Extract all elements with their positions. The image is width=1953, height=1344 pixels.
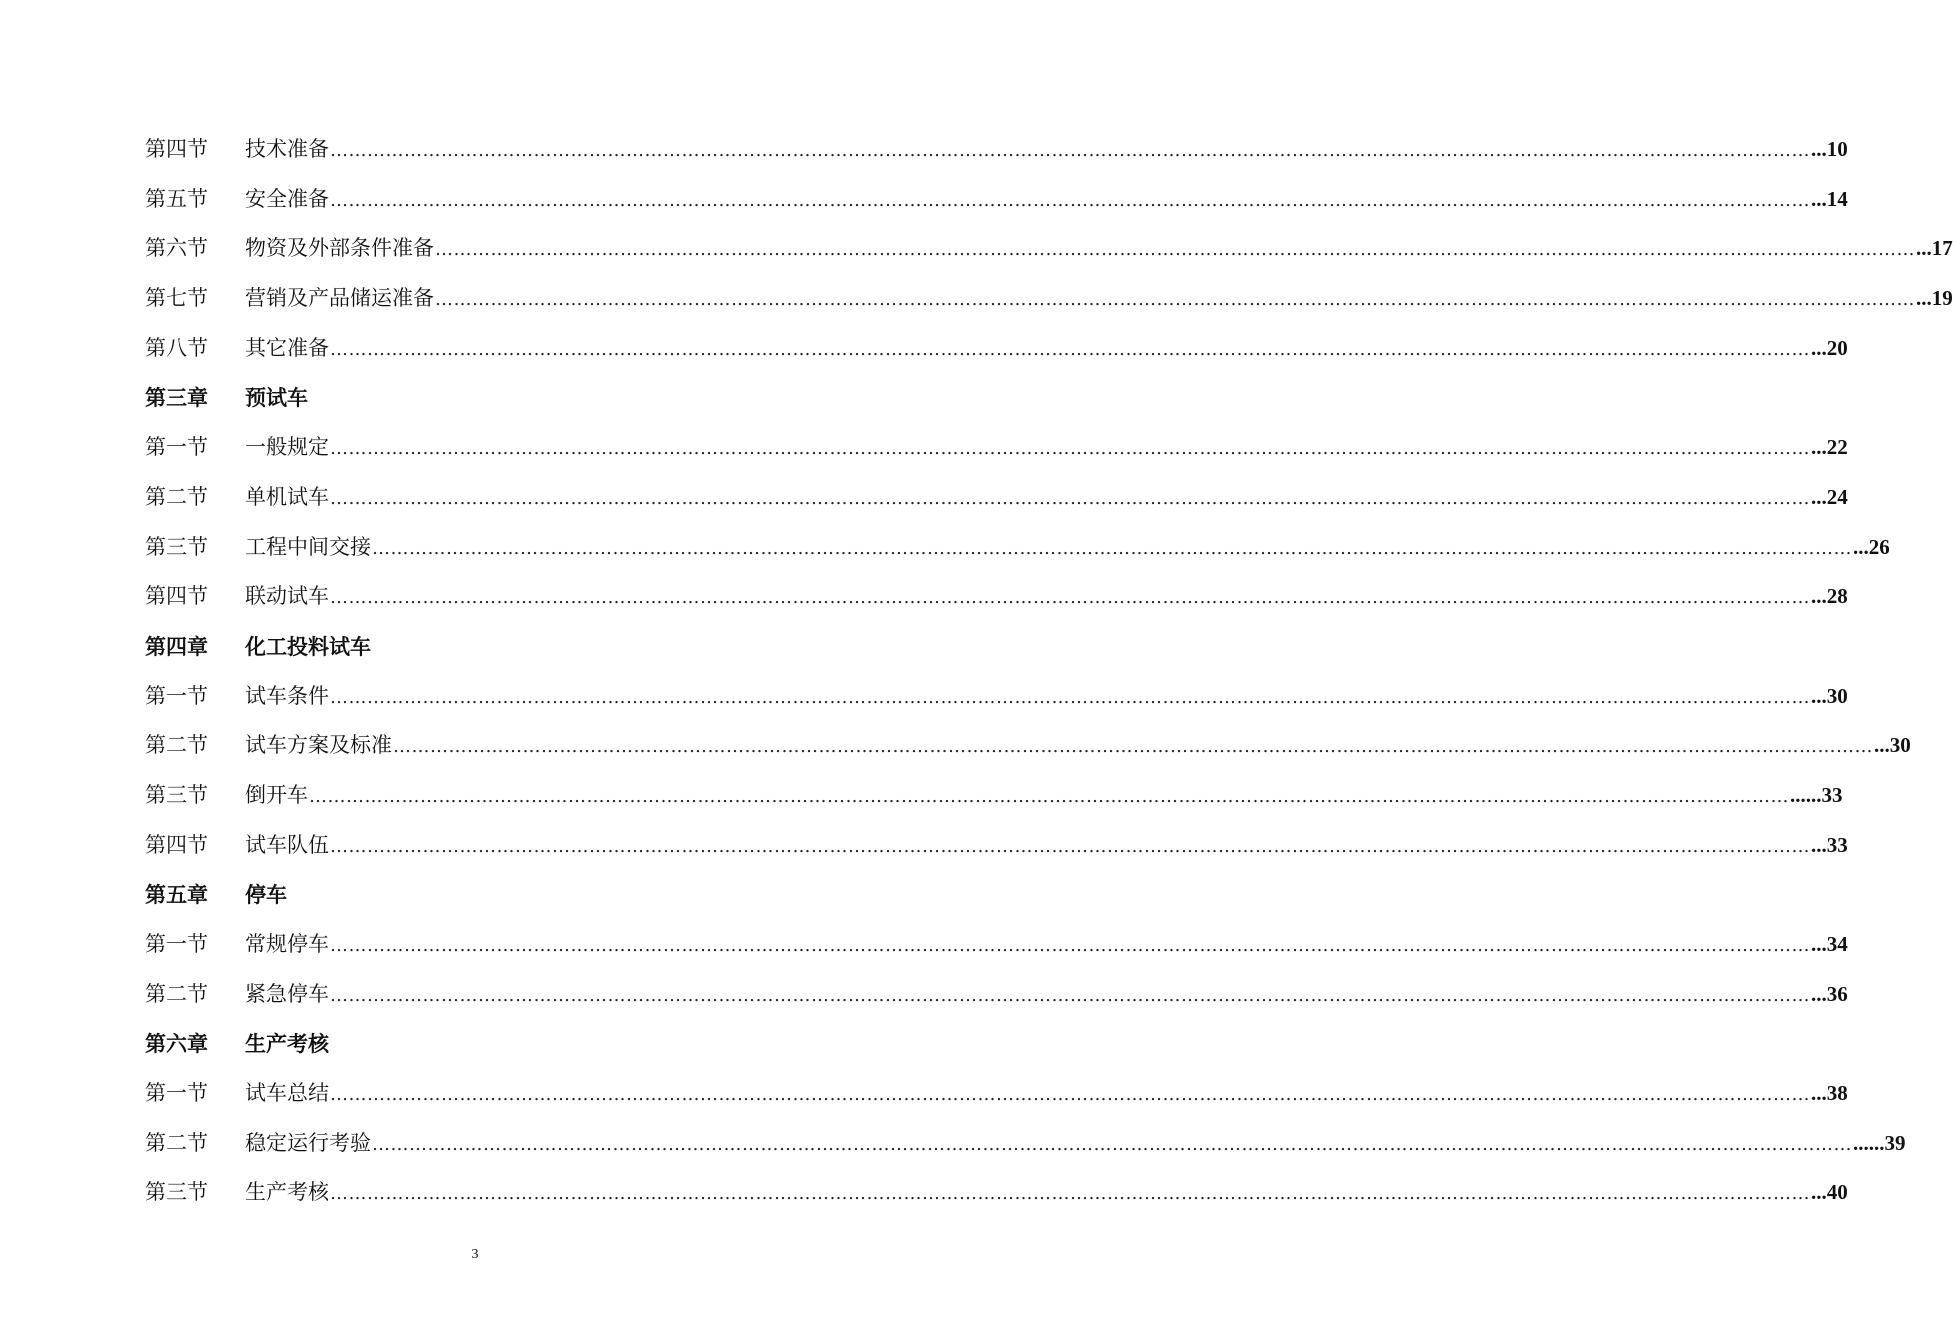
toc-section-row bbox=[145, 771, 1843, 821]
dot-leader: …………………………………………………………………………………………………………………………………………………………………………………………………………………… bbox=[330, 338, 1810, 360]
dot-leader: …………………………………………………………………………………………………………………………………………………………………………………………………………………… bbox=[330, 935, 1810, 956]
toc-page-number: ...33 bbox=[1811, 832, 1848, 857]
toc-section-row bbox=[145, 175, 1848, 225]
toc-entry-label: 第四节 bbox=[145, 137, 208, 161]
toc-chapter-row bbox=[145, 622, 775, 672]
toc-entry-title: 安全准备 bbox=[245, 186, 329, 211]
dot-leader: …………………………………………………………………………………………………………………………………………………………………………………………………………………… bbox=[393, 736, 1873, 758]
dot-leader: …………………………………………………………………………………………………………………………………………………………………………………………………………………… bbox=[330, 686, 1810, 708]
toc-page-number: ...24 bbox=[1811, 484, 1848, 509]
dot-leader: …………………………………………………………………………………………………………………………………………………………………………………………………………………… bbox=[330, 1183, 1810, 1205]
toc-entry-label: 第三节 bbox=[145, 534, 208, 559]
toc-entry-label: 第一节 bbox=[145, 932, 208, 956]
dot-leader: …………………………………………………………………………………………………………………………………………………………………………………………………………………… bbox=[435, 239, 1915, 261]
toc-entry-label: 第一节 bbox=[145, 683, 208, 708]
toc-entry-title: 联动试车 bbox=[245, 584, 329, 609]
toc-entry-title: 物资及外部条件准备 bbox=[245, 236, 434, 261]
toc-page-number: ...17 bbox=[1916, 236, 1953, 261]
toc-section-row bbox=[145, 1069, 1848, 1119]
dot-leader: …………………………………………………………………………………………………………………………………………………………………………………………………………………… bbox=[330, 487, 1810, 509]
toc-section-row bbox=[145, 821, 1848, 871]
toc-entry-label: 第四节 bbox=[145, 832, 208, 857]
toc-entry-title: 试车队伍 bbox=[245, 832, 329, 857]
dot-leader: …………………………………………………………………………………………………………………………………………………………………………………………………………………… bbox=[372, 1133, 1852, 1155]
toc-page-number: ...40 bbox=[1811, 1180, 1848, 1205]
dot-leader: …………………………………………………………………………………………………………………………………………………………………………………………………………………… bbox=[330, 984, 1810, 1006]
toc-entry-label: 第四章 bbox=[145, 633, 208, 659]
toc-section-row bbox=[145, 1168, 1848, 1218]
toc-entry-label: 第三节 bbox=[145, 1180, 208, 1205]
toc-page-number: ......33 bbox=[1790, 782, 1843, 807]
toc-entry-label: 第三节 bbox=[145, 782, 208, 807]
table-of-contents bbox=[145, 125, 1953, 1218]
toc-section-row bbox=[145, 721, 1911, 771]
toc-section-row bbox=[145, 672, 1848, 722]
toc-page-number: ...36 bbox=[1811, 981, 1848, 1006]
dot-leader: …………………………………………………………………………………………………………………………………………………………………………………………………………………… bbox=[372, 537, 1852, 559]
dot-leader: …………………………………………………………………………………………………………………………………………………………………………………………………………………… bbox=[330, 140, 1810, 161]
page-number: 3 bbox=[471, 1247, 479, 1262]
toc-page-number: ...20 bbox=[1811, 335, 1848, 360]
toc-entry-label: 第二节 bbox=[145, 1130, 208, 1155]
toc-entry-title: 试车方案及标准 bbox=[245, 733, 392, 758]
toc-entry-label: 第七节 bbox=[145, 286, 208, 311]
toc-entry-label: 第五节 bbox=[145, 186, 208, 211]
toc-entry-label: 第二节 bbox=[145, 484, 208, 509]
toc-entry-label: 第五章 bbox=[145, 882, 208, 908]
toc-entry-title: 化工投料试车 bbox=[245, 633, 371, 659]
toc-section-row bbox=[145, 224, 1953, 274]
toc-entry-title: 试车总结 bbox=[245, 1081, 329, 1106]
toc-entry-label: 第六节 bbox=[145, 236, 208, 261]
toc-section-row bbox=[145, 473, 1848, 523]
dot-leader: …………………………………………………………………………………………………………………………………………………………………………………………………………………… bbox=[330, 587, 1810, 609]
toc-chapter-row bbox=[145, 373, 775, 423]
toc-page-number: ...10 bbox=[1811, 137, 1848, 161]
dot-leader: …………………………………………………………………………………………………………………………………………………………………………………………………………………… bbox=[330, 189, 1810, 211]
toc-entry-title: 生产考核 bbox=[245, 1180, 329, 1205]
toc-entry-title: 紧急停车 bbox=[245, 981, 329, 1006]
dot-leader: …………………………………………………………………………………………………………………………………………………………………………………………………………………… bbox=[435, 289, 1915, 311]
toc-page-number: ...26 bbox=[1853, 534, 1890, 559]
toc-page-number: ...22 bbox=[1811, 435, 1848, 460]
toc-entry-label: 第一节 bbox=[145, 435, 208, 460]
toc-entry-title: 生产考核 bbox=[245, 1031, 329, 1057]
toc-section-row bbox=[145, 274, 1953, 324]
toc-entry-label: 第六章 bbox=[145, 1031, 208, 1057]
toc-entry-title: 常规停车 bbox=[245, 932, 329, 956]
dot-leader: …………………………………………………………………………………………………………………………………………………………………………………………………………………… bbox=[330, 438, 1810, 460]
toc-page-number: ...30 bbox=[1874, 733, 1911, 758]
toc-page-number: ...34 bbox=[1811, 932, 1848, 956]
dot-leader: …………………………………………………………………………………………………………………………………………………………………………………………………………………… bbox=[330, 1084, 1810, 1106]
toc-entry-label: 第三章 bbox=[145, 385, 208, 411]
toc-entry-title: 倒开车 bbox=[245, 782, 308, 807]
toc-chapter-row bbox=[145, 1019, 775, 1069]
toc-section-row bbox=[145, 324, 1848, 374]
toc-section-row bbox=[145, 125, 1848, 175]
toc-entry-title: 预试车 bbox=[245, 385, 308, 411]
toc-section-row bbox=[145, 1119, 1906, 1169]
toc-entry-title: 一般规定 bbox=[245, 435, 329, 460]
toc-page-number: ...38 bbox=[1811, 1081, 1848, 1106]
toc-section-row bbox=[145, 572, 1848, 622]
dot-leader: …………………………………………………………………………………………………………………………………………………………………………………………………………………… bbox=[330, 835, 1810, 857]
toc-section-row bbox=[145, 523, 1890, 573]
toc-page-number: ......39 bbox=[1853, 1130, 1906, 1155]
toc-entry-title: 单机试车 bbox=[245, 484, 329, 509]
toc-entry-label: 第二节 bbox=[145, 733, 208, 758]
toc-chapter-row bbox=[145, 870, 775, 920]
toc-entry-title: 试车条件 bbox=[245, 683, 329, 708]
toc-entry-label: 第一节 bbox=[145, 1081, 208, 1106]
toc-entry-title: 工程中间交接 bbox=[245, 534, 371, 559]
toc-entry-title: 其它准备 bbox=[245, 335, 329, 360]
toc-page-number: ...28 bbox=[1811, 584, 1848, 609]
toc-section-row bbox=[145, 423, 1848, 473]
toc-section-row bbox=[145, 920, 1848, 970]
toc-page-number: ...14 bbox=[1811, 186, 1848, 211]
toc-entry-title: 稳定运行考验 bbox=[245, 1130, 371, 1155]
toc-page-number: ...19 bbox=[1916, 286, 1953, 311]
toc-page-number: ...30 bbox=[1811, 683, 1848, 708]
dot-leader: …………………………………………………………………………………………………………………………………………………………………………………………………………………… bbox=[309, 785, 1789, 807]
toc-entry-label: 第四节 bbox=[145, 584, 208, 609]
toc-section-row bbox=[145, 970, 1848, 1020]
toc-entry-label: 第八节 bbox=[145, 335, 208, 360]
toc-entry-title: 营销及产品储运准备 bbox=[245, 286, 434, 311]
toc-entry-label: 第二节 bbox=[145, 981, 208, 1006]
toc-entry-title: 技术准备 bbox=[245, 137, 329, 161]
toc-entry-title: 停车 bbox=[245, 882, 287, 908]
